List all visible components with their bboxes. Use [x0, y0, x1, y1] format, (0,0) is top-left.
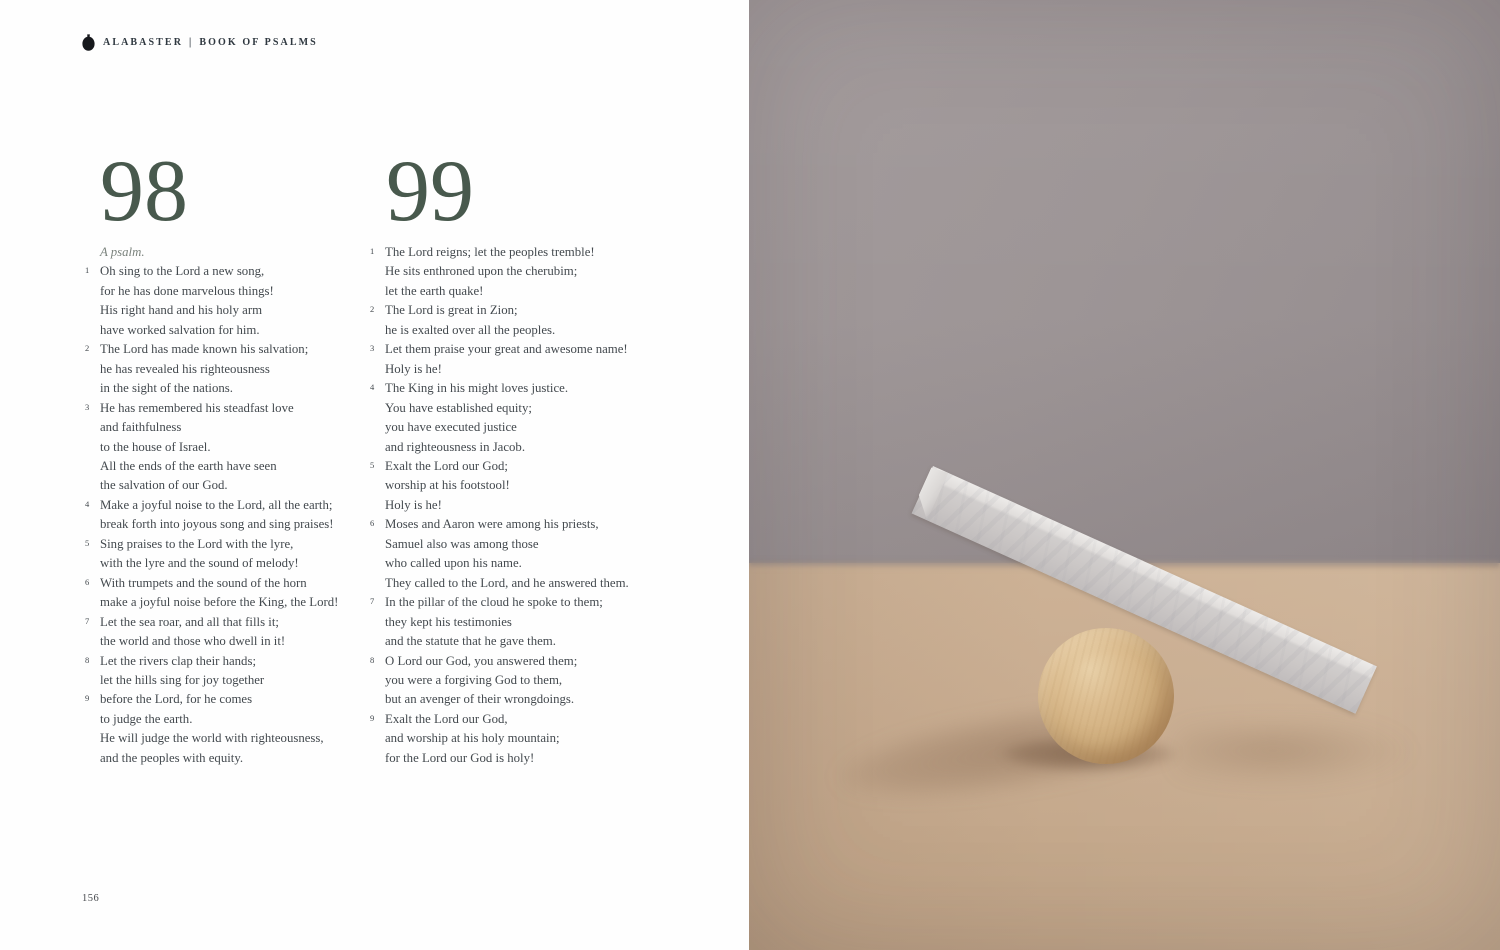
verse-text: break forth into joyous song and sing praises!	[100, 517, 334, 532]
verse-text: and righteousness in Jacob.	[385, 439, 526, 454]
verse-text: In the pillar of the cloud he spoke to them;	[385, 595, 603, 610]
book-title: BOOK OF PSALMS	[199, 37, 318, 48]
verse-text: to judge the earth.	[100, 711, 193, 726]
psalm-98-column	[85, 243, 339, 768]
verse-text: who called upon his name.	[385, 556, 522, 571]
verse-text: have worked salvation for him.	[100, 322, 260, 337]
verse-line	[370, 340, 629, 359]
verse-text: They called to the Lord, and he answered them.	[385, 575, 629, 590]
verse-text: and faithfulness	[100, 420, 182, 435]
header	[82, 34, 318, 51]
verse-line	[100, 632, 338, 651]
psalm-99-column	[370, 243, 629, 768]
verse-text: he is exalted over all the peoples.	[385, 322, 556, 337]
verse-line	[370, 457, 629, 476]
verse-line	[85, 340, 338, 359]
verse-line	[385, 690, 629, 709]
verse-number: 3	[370, 343, 375, 354]
verse-line	[385, 671, 629, 690]
verse-line	[85, 652, 338, 671]
verse-text: the world and those who dwell in it!	[100, 634, 286, 649]
verse-text: Holy is he!	[385, 497, 442, 512]
verse-line	[85, 399, 338, 418]
verse-text: Oh sing to the Lord a new song,	[100, 264, 265, 279]
verse-text: with the lyre and the sound of melody!	[100, 556, 299, 571]
verse-line	[385, 418, 629, 437]
verse-text: Exalt the Lord our God,	[385, 711, 508, 726]
verse-line	[100, 476, 338, 495]
verse-text: Let the rivers clap their hands;	[100, 653, 256, 668]
verse-line	[85, 613, 338, 632]
verse-text: for he has done marvelous things!	[100, 283, 274, 298]
verse-line	[370, 710, 629, 729]
verse-number: 4	[85, 498, 90, 509]
verse-line	[85, 690, 338, 709]
brand-name: ALABASTER	[103, 37, 184, 48]
verse-number: 5	[85, 537, 90, 548]
verse-number: 9	[85, 693, 90, 704]
verse-text: The Lord has made known his salvation;	[100, 342, 309, 357]
verse-text: let the earth quake!	[385, 283, 484, 298]
verse-text: he has revealed his righteousness	[100, 361, 270, 376]
verse-line	[100, 554, 338, 573]
verse-text: The King in his might loves justice.	[385, 381, 569, 396]
left-page	[0, 0, 749, 950]
verse-text: you were a forgiving God to them,	[385, 672, 563, 687]
verse-text: He will judge the world with righteousness,	[100, 731, 324, 746]
verse-line	[100, 282, 338, 301]
verse-line	[385, 438, 629, 457]
verse-text: make a joyful noise before the King, the Lord!	[100, 595, 339, 610]
verse-number: 1	[370, 246, 375, 256]
verse-text: Sing praises to the Lord with the lyre,	[100, 536, 294, 551]
verse-text: before the Lord, for he comes	[100, 692, 253, 707]
verse-line	[100, 729, 338, 748]
verse-number: 6	[370, 518, 375, 529]
verse-line	[385, 632, 629, 651]
verse-text: With trumpets and the sound of the horn	[100, 575, 307, 590]
verse-line	[385, 321, 629, 340]
verse-line	[100, 438, 338, 457]
wooden-sphere	[1038, 628, 1174, 764]
verse-text: Exalt the Lord our God;	[385, 458, 508, 473]
verse-line	[385, 613, 629, 632]
verse-text: All the ends of the earth have seen	[100, 458, 277, 473]
verse-line	[370, 652, 629, 671]
verse-number: 5	[370, 459, 375, 470]
verse-text: You have established equity;	[385, 400, 532, 415]
verse-text: in the sight of the nations.	[100, 381, 233, 396]
verse-text: worship at his footstool!	[385, 478, 510, 493]
verse-line	[100, 749, 338, 768]
verse-text: Let them praise your great and awesome name!	[385, 342, 628, 357]
photo-wall-background	[749, 0, 1500, 567]
verse-number: 6	[85, 576, 90, 587]
verse-text: Samuel also was among those	[385, 536, 539, 551]
verse-line	[100, 301, 338, 320]
verse-line	[385, 476, 629, 495]
verse-line	[100, 593, 338, 612]
verse-line	[100, 710, 338, 729]
verse-text: they kept his testimonies	[385, 614, 512, 629]
verse-line	[85, 496, 338, 515]
verse-number: 9	[370, 712, 375, 723]
verse-number: 8	[85, 654, 90, 665]
verse-line	[385, 554, 629, 573]
verse-line	[385, 399, 629, 418]
verse-text: Holy is he!	[385, 361, 442, 376]
verse-line	[100, 515, 338, 534]
verse-text: and worship at his holy mountain;	[385, 731, 560, 746]
psalm-98-number: 98	[100, 143, 188, 240]
verse-text: and the statute that he gave them.	[385, 634, 556, 649]
photo-page	[749, 0, 1500, 950]
verse-number: 4	[370, 382, 375, 393]
bar-cast-shadow	[1177, 722, 1417, 786]
verse-text: The Lord reigns; let the peoples tremble!	[385, 245, 595, 259]
verse-text: His right hand and his holy arm	[100, 303, 263, 318]
verse-text: O Lord our God, you answered them;	[385, 653, 578, 668]
verse-text: to the house of Israel.	[100, 439, 211, 454]
psalm-99-number: 99	[386, 143, 474, 240]
verse-line	[370, 301, 629, 320]
verse-text: He has remembered his steadfast love	[100, 400, 294, 415]
verse-text: The Lord is great in Zion;	[385, 303, 518, 318]
header-title	[103, 37, 318, 48]
verse-line	[370, 593, 629, 612]
verse-number: 7	[85, 615, 90, 626]
verse-line	[385, 749, 629, 768]
verse-line	[100, 379, 338, 398]
verse-line	[370, 515, 629, 534]
verse-text: you have executed justice	[385, 420, 517, 435]
header-separator: |	[189, 37, 194, 48]
verse-line	[385, 729, 629, 748]
verse-line	[100, 360, 338, 379]
verse-line	[100, 457, 338, 476]
verse-number: 2	[370, 304, 375, 315]
verse-text: Make a joyful noise to the Lord, all the earth;	[100, 497, 333, 512]
verse-line	[85, 574, 338, 593]
verse-number: 8	[370, 654, 375, 665]
verse-line	[385, 496, 629, 515]
verse-text: Let the sea roar, and all that fills it;	[100, 614, 279, 629]
verse-number: 2	[85, 343, 90, 354]
verse-line	[370, 379, 629, 398]
verse-line	[100, 321, 338, 340]
verse-line	[100, 671, 338, 690]
verse-line	[385, 360, 629, 379]
verse-number: 1	[85, 265, 90, 276]
verse-line	[85, 262, 338, 281]
verse-text: for the Lord our God is holy!	[385, 750, 535, 765]
verse-text: but an avenger of their wrongdoings.	[385, 692, 575, 707]
verse-line	[370, 243, 629, 262]
verse-text: the salvation of our God.	[100, 478, 228, 493]
page-number: 156	[82, 893, 100, 904]
verse-line	[85, 535, 338, 554]
psalm-inscription: A psalm.	[100, 245, 145, 259]
verse-line	[385, 535, 629, 554]
verse-text: He sits enthroned upon the cherubim;	[385, 264, 578, 279]
verse-line	[385, 282, 629, 301]
verse-line	[385, 262, 629, 281]
verse-number: 7	[370, 596, 375, 607]
verse-text: and the peoples with equity.	[100, 750, 244, 765]
verse-number: 3	[85, 401, 90, 412]
verse-line	[385, 574, 629, 593]
verse-text: Moses and Aaron were among his priests,	[385, 517, 599, 532]
verse-line	[100, 418, 338, 437]
verse-text: let the hills sing for joy together	[100, 672, 265, 687]
alabaster-jar-icon	[82, 34, 95, 51]
